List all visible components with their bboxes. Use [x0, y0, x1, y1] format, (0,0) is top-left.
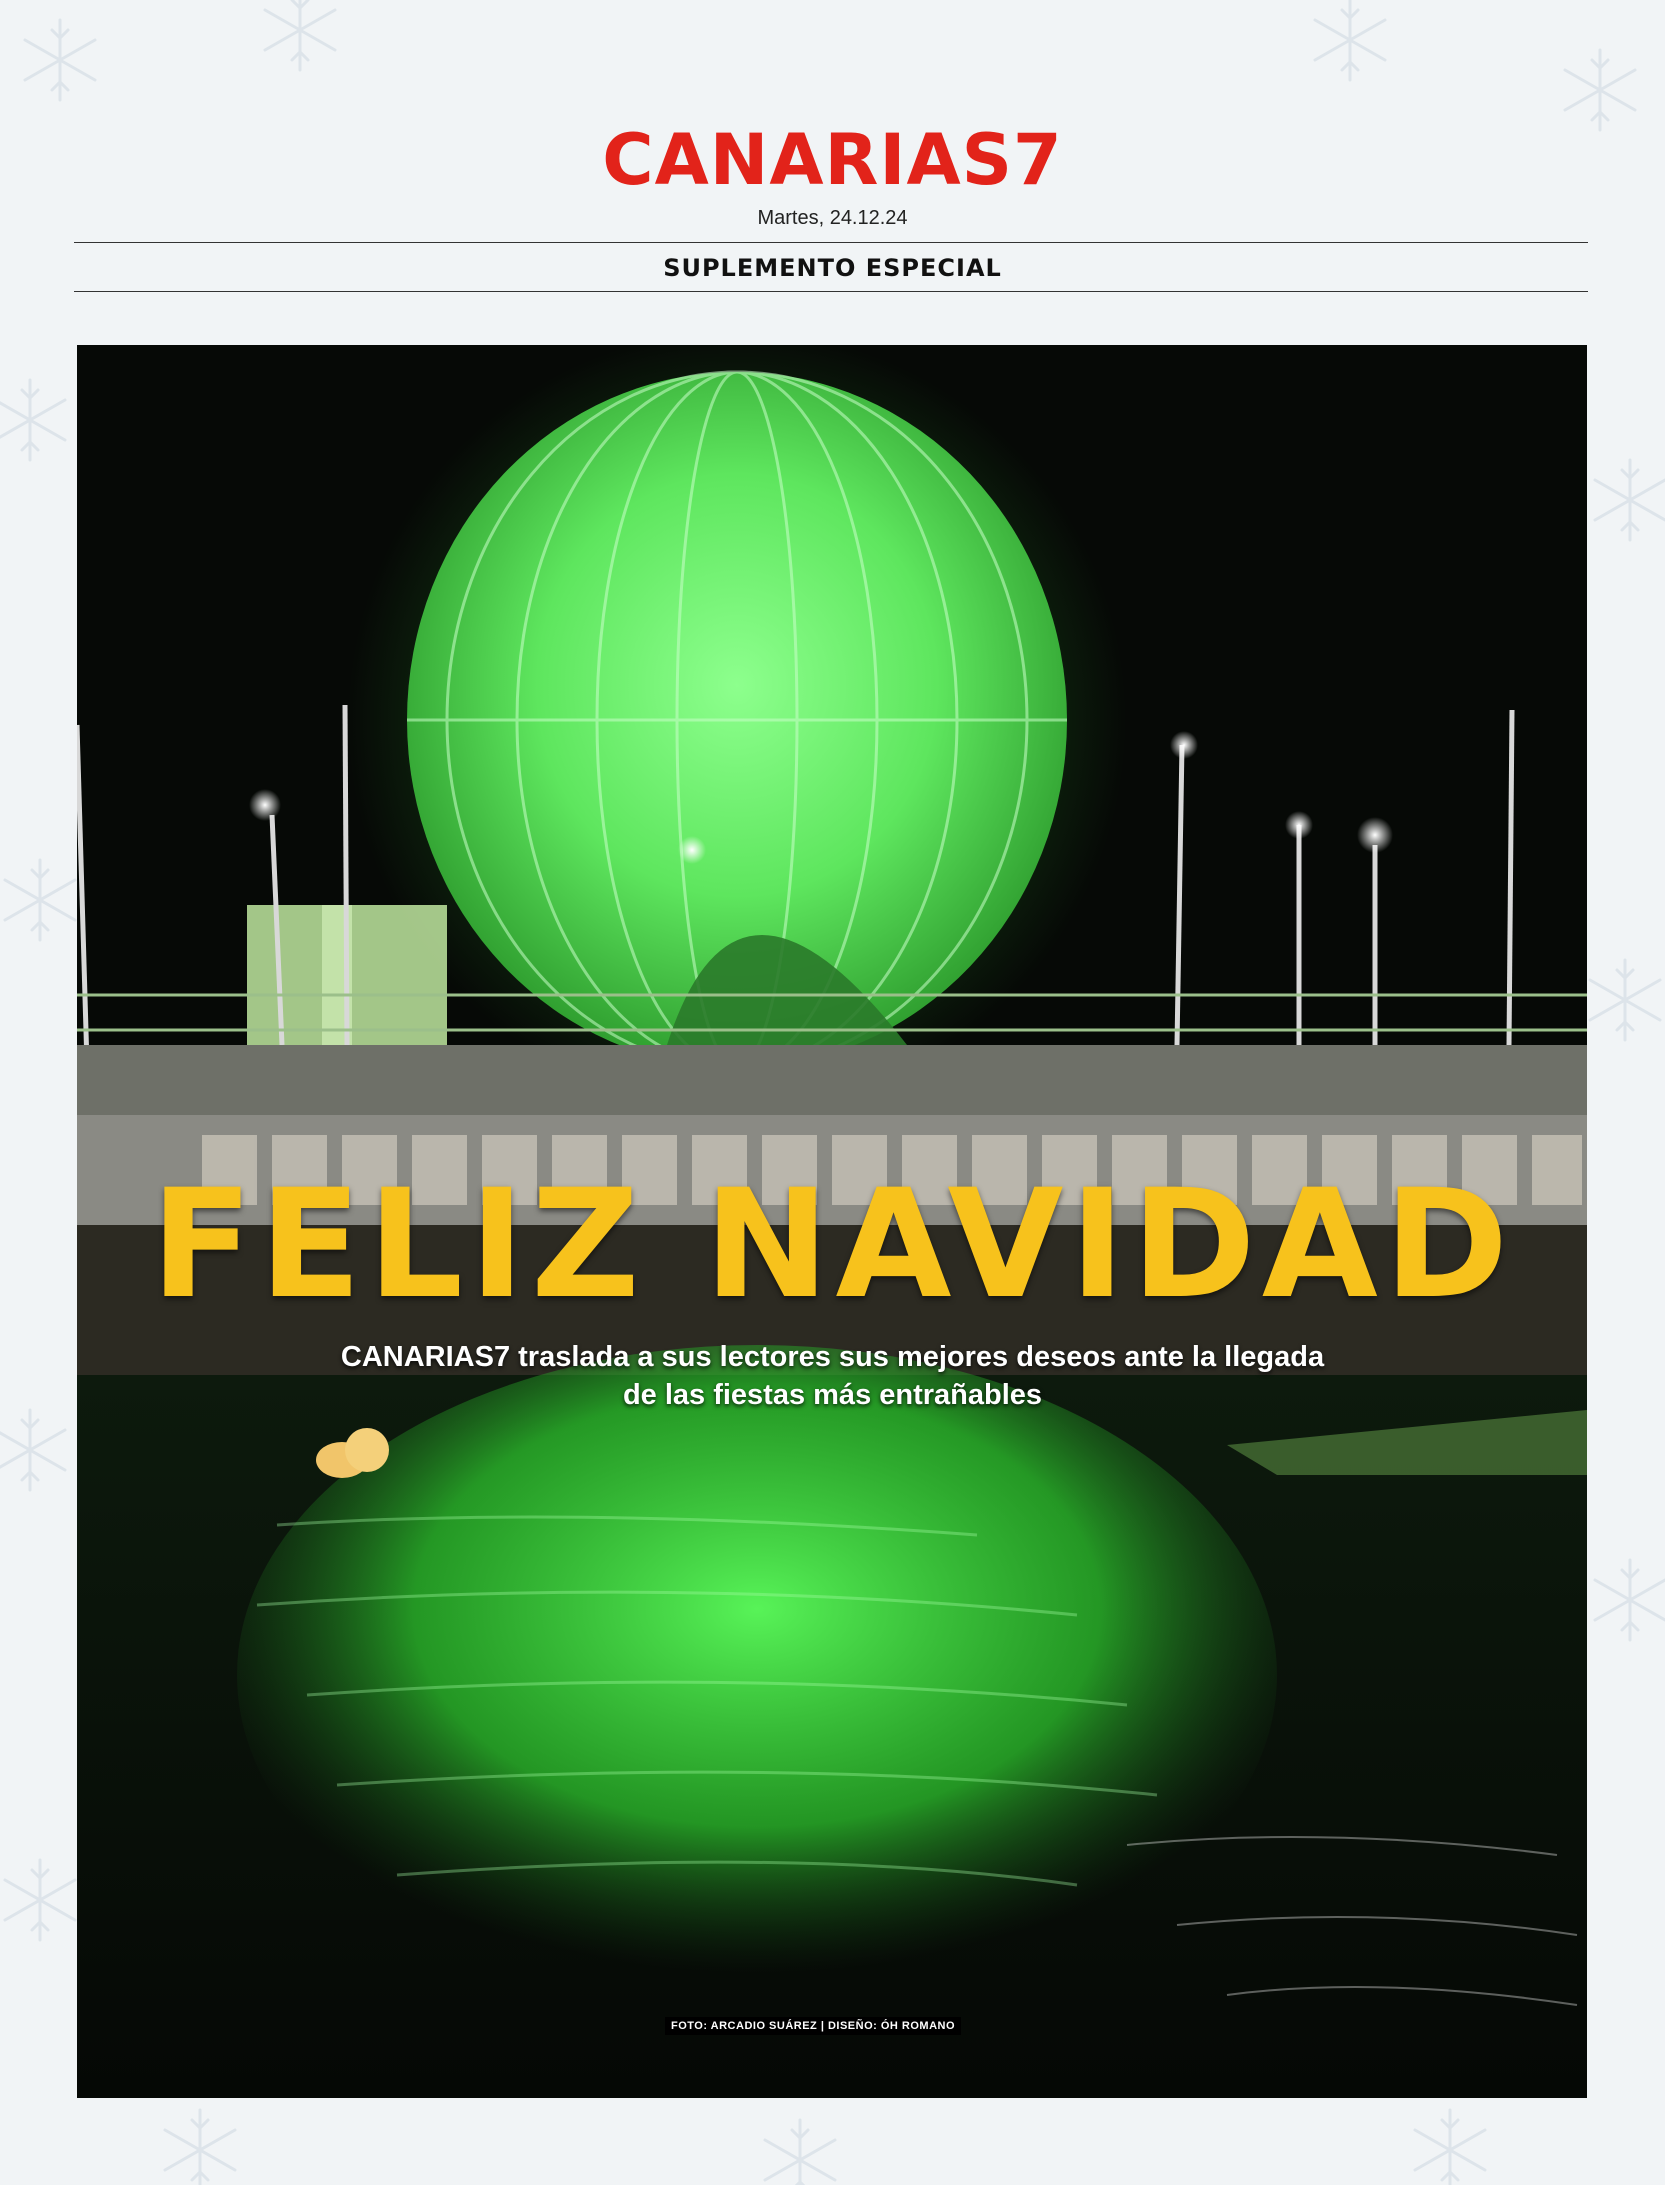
seawall-top — [77, 1045, 1587, 1115]
cover-subheadline: CANARIAS7 traslada a sus lectores sus mejores deseos ante la llegada de las fiestas más entrañables — [340, 1341, 1325, 1411]
issue-date: Martes, 24.12.24 — [757, 207, 908, 229]
cover-headline: FELIZ NAVIDAD — [150, 1158, 1515, 1332]
bottom-divider — [74, 291, 1588, 292]
sphere-reflection — [237, 1345, 1277, 2005]
section-label: SUPLEMENTO ESPECIAL — [663, 254, 1002, 282]
masthead-logo: CANARIAS7 — [602, 119, 1063, 201]
photo-credit: FOTO: ARCADIO SUÁREZ | DISEÑO: ÓH ROMANO — [665, 2017, 961, 2035]
light-sphere — [407, 372, 1067, 1068]
top-divider — [74, 242, 1588, 243]
